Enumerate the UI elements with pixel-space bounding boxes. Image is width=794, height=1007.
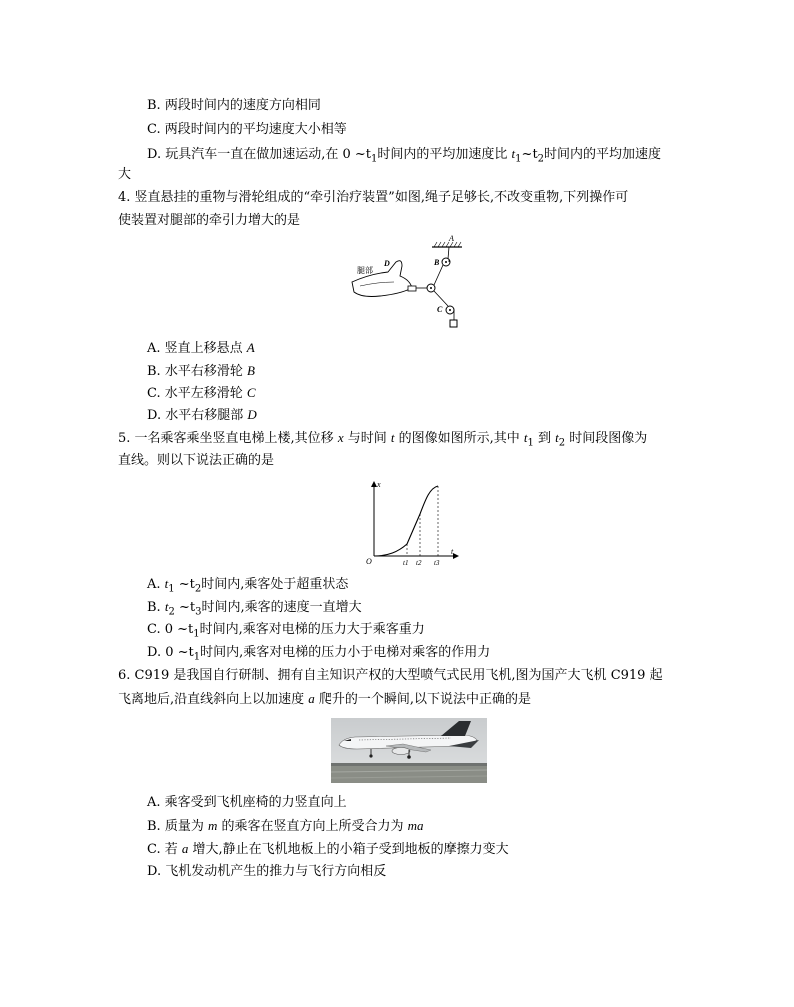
- origin-label: O: [366, 557, 372, 566]
- q6-option-a: A. 乘客受到飞机座椅的力竖直向上: [147, 795, 347, 810]
- q3-option-d-wrap: 大: [118, 167, 132, 182]
- tick-label-t3: t3: [434, 559, 440, 567]
- q4-option-b: B. 水平右移滑轮 B: [147, 363, 255, 379]
- q3-option-d: D. 玩具汽车一直在做加速运动,在 0 $\sim t_1$时间内的平均加速度比 $t_1\sim t_2$时间内的平均加速度: [147, 146, 662, 165]
- label-b: B: [434, 258, 440, 267]
- q5-stem-line2: 直线。则以下说法正确的是: [118, 453, 275, 468]
- q5-option-c: C. 0 $\sim t_1$时间内,乘客对电梯的压力大于乘客重力: [147, 622, 425, 640]
- airplane-engine: [392, 748, 410, 755]
- q6-option-c: C. 若 a 增大,静止在飞机地板上的小箱子受到地板的摩擦力变大: [147, 841, 509, 857]
- label-leg: 腿部: [357, 266, 373, 275]
- x-t-chart: [360, 476, 465, 571]
- q3-option-c: C. 两段时间内的平均速度大小相等: [147, 122, 347, 137]
- ground: [331, 765, 487, 783]
- q3-option-b: B. 两段时间内的速度方向相同: [147, 98, 321, 113]
- tick-label-t2: t2: [416, 559, 422, 567]
- q5-option-a: A. $t_1$ $\sim t_2$时间内,乘客处于超重状态: [147, 576, 349, 595]
- q4-stem-line1: 4. 竖直悬挂的重物与滑轮组成的“牵引治疗装置”如图,绳子足够长,不改变重物,下列操作可: [118, 190, 629, 205]
- q5-option-d: D. 0 $\sim t_1$时间内,乘客对电梯的压力小于电梯对乘客的作用力: [147, 645, 491, 663]
- label-a: A: [449, 234, 454, 243]
- q4-option-a: A. 竖直上移悬点 A: [147, 340, 255, 356]
- x-t-curve: [374, 486, 438, 556]
- q4-option-c: C. 水平左移滑轮 C: [147, 385, 256, 401]
- ceiling-hatch: [434, 242, 461, 247]
- label-d: D: [384, 259, 390, 268]
- q6-stem-line1: 6. C919 是我国自行研制、拥有自主知识产权的大型喷气式民用飞机,图为国产大飞机 C919 起: [118, 668, 663, 683]
- c919-airplane-photo: [331, 718, 487, 783]
- q5-option-b: B. $t_2$ $\sim t_3$时间内,乘客的速度一直增大: [147, 599, 362, 618]
- q6-option-d: D. 飞机发动机产生的推力与飞行方向相反: [147, 864, 387, 879]
- q4-option-d: D. 水平右移腿部 D: [147, 407, 257, 423]
- q5-stem-line1: 5. 一名乘客乘坐竖直电梯上楼,其位移 x 与时间 t 的图像如图所示,其中 $t_1$ 到 $t_2$ 时间段图像为: [118, 430, 648, 449]
- q6-option-b: B. 质量为 m 的乘客在竖直方向上所受合力为 ma: [147, 818, 424, 834]
- traction-device-figure: [350, 232, 470, 332]
- x-axis-label: t: [451, 547, 454, 556]
- y-axis-label: x: [377, 480, 381, 489]
- q4-stem-line2: 使装置对腿部的牵引力增大的是: [118, 213, 301, 228]
- q6-stem-line2: 飞离地后,沿直线斜向上以加速度 a 爬升的一个瞬间,以下说法中正确的是: [118, 691, 532, 707]
- label-c: C: [437, 305, 443, 314]
- weight-block: [450, 320, 457, 327]
- tick-label-t1: t1: [403, 559, 409, 567]
